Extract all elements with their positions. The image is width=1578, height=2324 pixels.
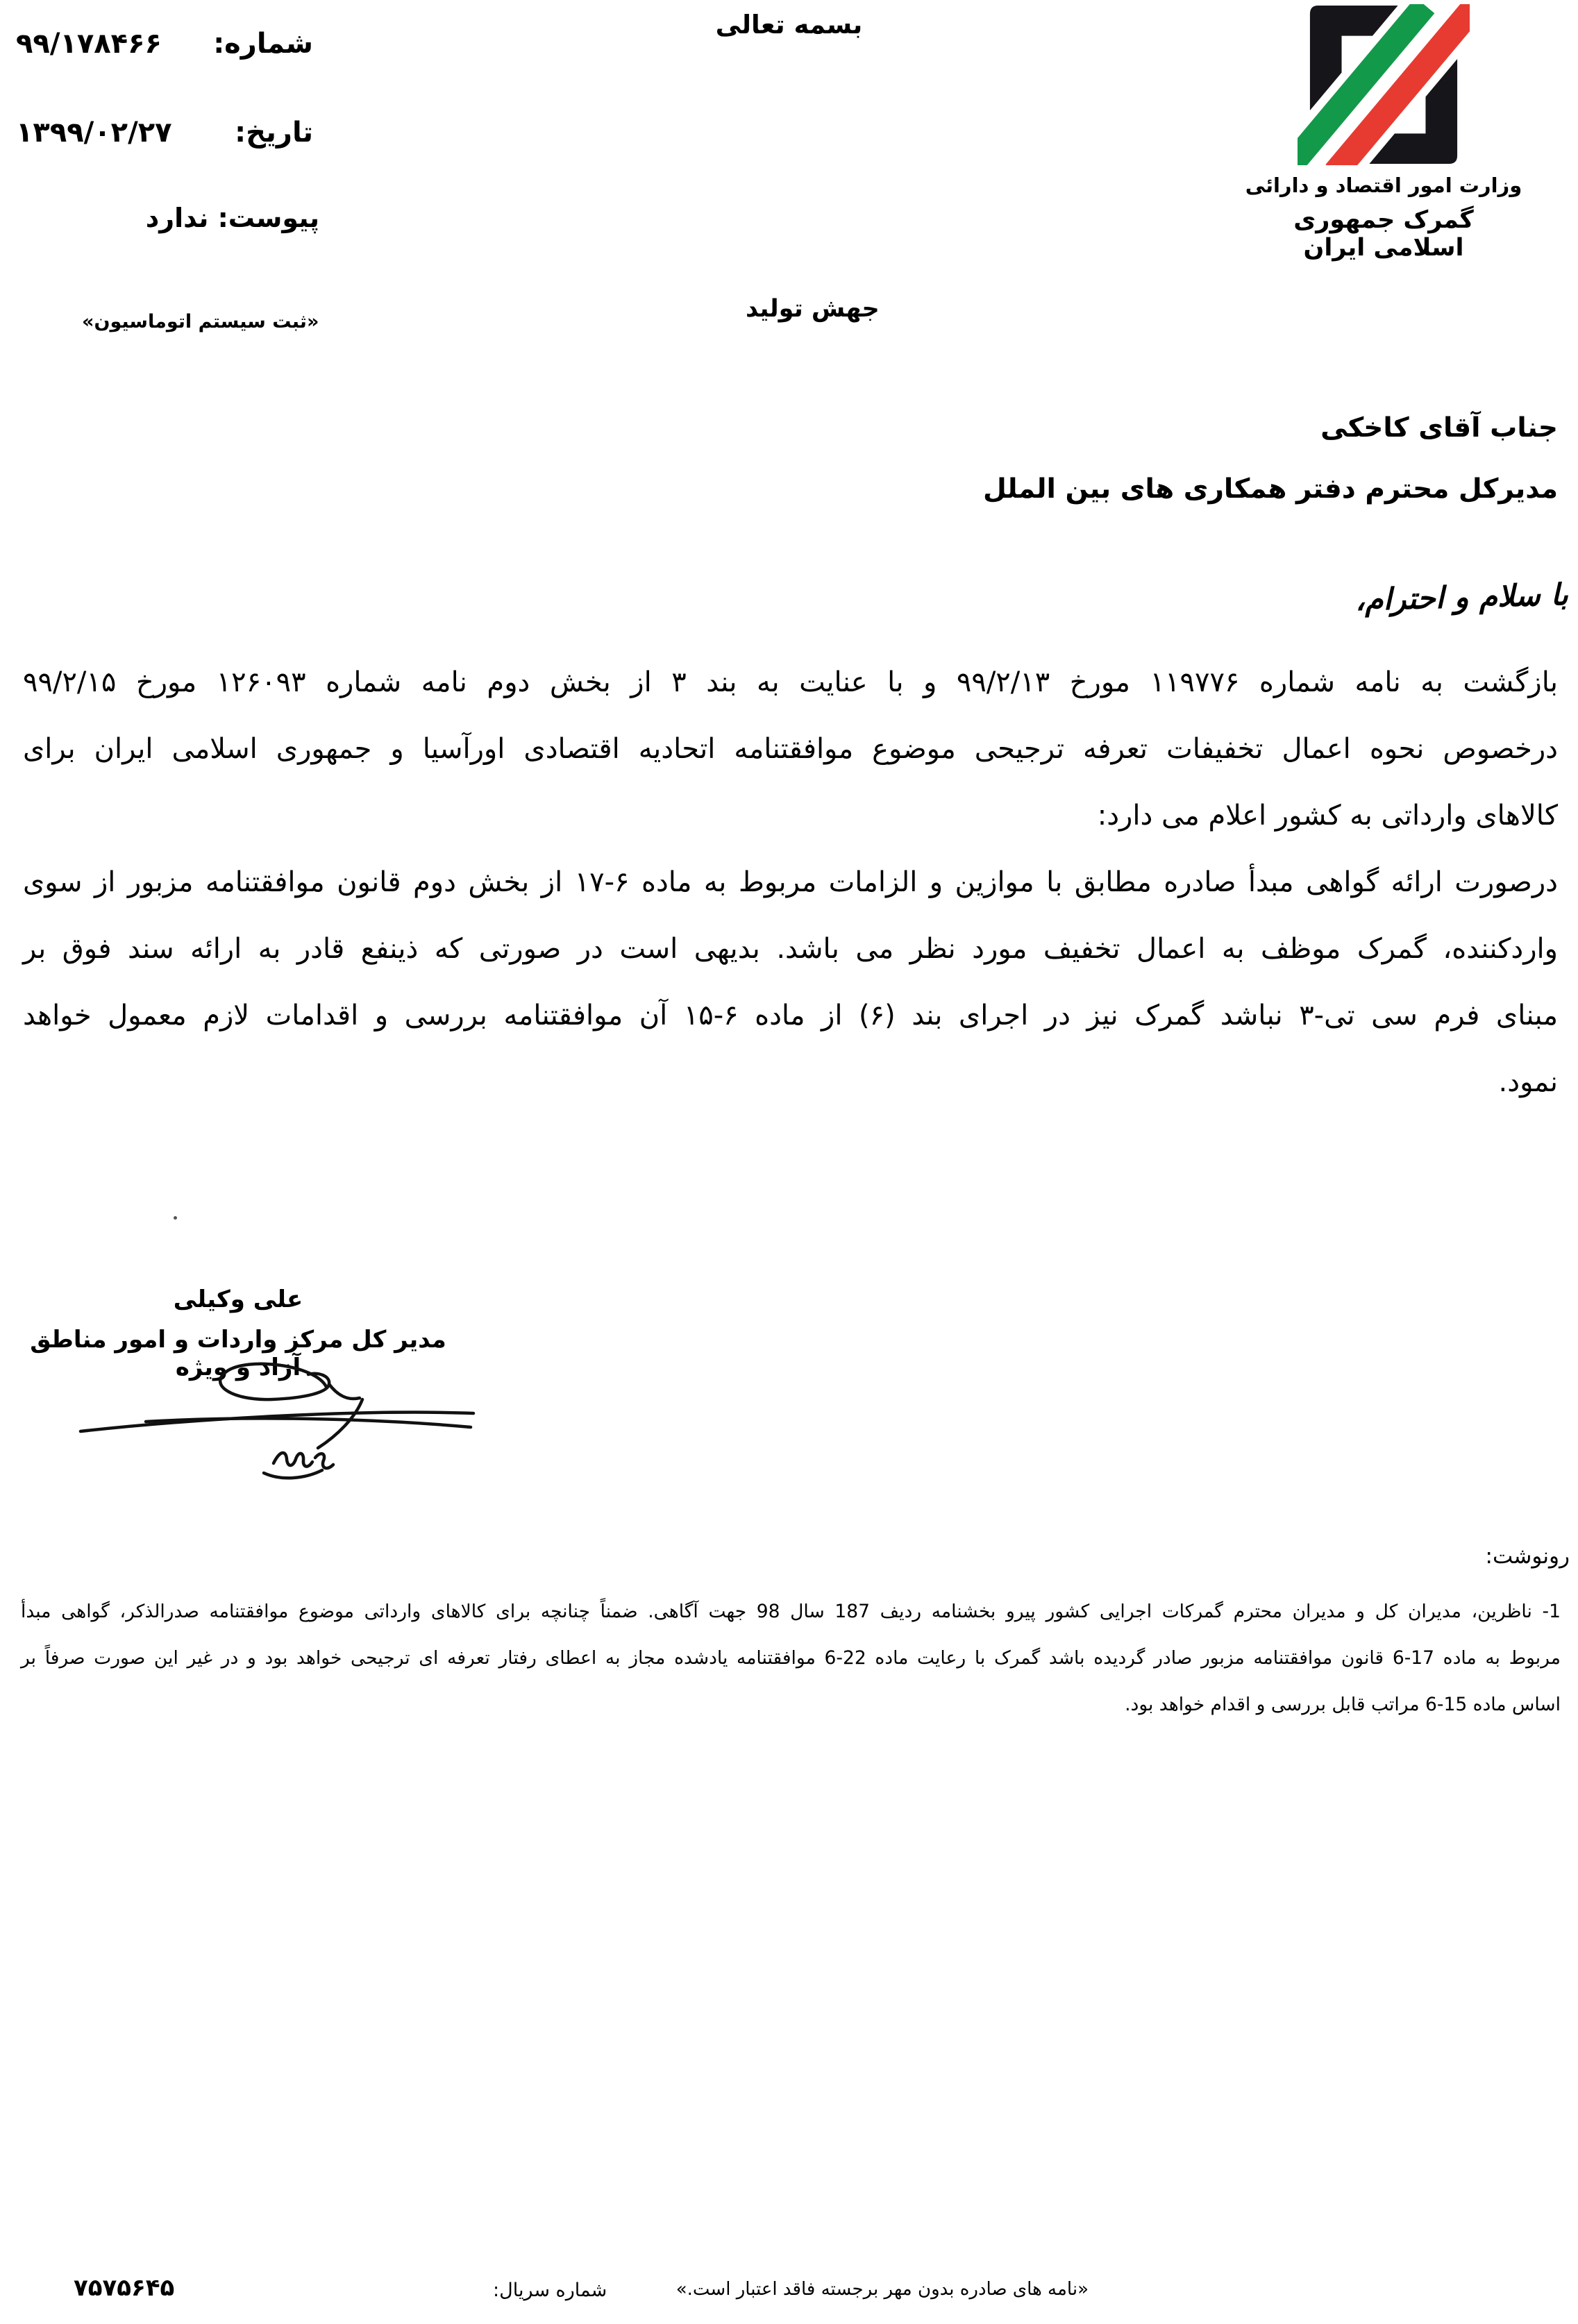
ink-dot [174, 1216, 177, 1220]
letter-body [23, 649, 1558, 1115]
ref-date-label: تاریخ: [235, 117, 313, 149]
ref-date-row [16, 117, 313, 149]
body-line: واردکننده، گمرک موظف به اعمال تخفیف مورد نظر می باشد. بدیهی است در صورتی که ذینفع قادر به ارائه سند فوق بر [23, 933, 1558, 965]
serial-number-label: شماره سریال: [493, 2280, 607, 2301]
cc-line: مربوط به ماده 17-6 قانون موافقتنامه مزبور صادر گردیده باشد گمرک با رعایت ماده 22-6 موافقتنامه یادشده مجاز به اعطای رفتار تعرفه ای ترجیحی خواهد بود و در غیر این صورت صرفاً بر [21, 1647, 1561, 1669]
cc-line: 1- ناظرین، مدیران کل و مدیران محترم گمرکات اجرایی کشور پیرو بخشنامه ردیف 187 سال 98 جهت آگاهی. ضمناً چنانچه برای کالاهای وارداتی موضوع موافقتنامه صدرالذکر، گواهی مبدأ [21, 1601, 1561, 1622]
body-line: مبنای فرم سی تی-۳ نباشد گمرک نیز در اجرای بند (۶) از ماده ۶-۱۵ آن موافقتنامه بررسی و اقدامات لازم معمول خواهد [23, 1000, 1558, 1032]
cc-label: رونوشت: [1485, 1544, 1570, 1569]
organization-name: گمرک جمهوری اسلامی ایران [1293, 206, 1474, 262]
recipient-title: مدیرکل محترم دفتر همکاری های بین الملل [983, 473, 1558, 505]
signer-title: مدیر کل مرکز واردات و امور مناطق آزاد و ویژه [30, 1326, 446, 1381]
salutation: با سلام و احترام، [1354, 577, 1569, 618]
body-line: درخصوص نحوه اعمال تخفیفات تعرفه ترجیحی موضوع موافقتنامه اتحادیه اقتصادی اورآسیا و جمهوری اسلامی ایران برای [23, 733, 1558, 765]
ministry-name: وزارت امور اقتصاد و دارائی [1245, 174, 1522, 197]
cc-notes [21, 1588, 1561, 1728]
bismillah-heading: بسمه تعالی [715, 10, 863, 40]
ref-attachment: پیوست: ندارد [145, 203, 319, 233]
recipient-block [983, 412, 1558, 505]
body-line: نمود. [1498, 1066, 1558, 1098]
body-line: درصورت ارائه گواهی مبدأ صادره مطابق با موازین و الزامات مربوط به ماده ۶-۱۷ از بخش دوم قانون موافقتنامه مزبور از سوی [23, 866, 1558, 898]
footer-disclaimer: «نامه های صادره بدون مهر برجسته فاقد اعتبار است.» [675, 2279, 1089, 2300]
ref-number-label: شماره: [213, 28, 313, 60]
year-slogan: جهش تولید [746, 295, 880, 323]
iran-customs-logo-icon [1298, 4, 1470, 165]
automation-note: «ثبت سیستم اتوماسیون» [82, 311, 319, 332]
serial-number-value: ۷۵۷۵۶۴۵ [74, 2274, 175, 2302]
recipient-name: جناب آقای کاخکی [1320, 412, 1558, 444]
cc-line: اساس ماده 15-6 مراتب قابل بررسی و اقدام خواهد بود. [1125, 1694, 1561, 1715]
ref-number-value: ۹۹/۱۷۸۴۶۶ [16, 28, 162, 60]
signer-name: علی وکیلی [173, 1286, 303, 1313]
letterhead-block [1245, 4, 1522, 262]
handwritten-signature [61, 1354, 481, 1489]
body-line: بازگشت به نامه شماره ۱۱۹۷۷۶ مورخ ۹۹/۲/۱۳ و با عنایت به بند ۳ از بخش دوم نامه شماره ۱۲۶۰۹۳ مورخ ۹۹/۲/۱۵ [23, 666, 1559, 698]
ref-date-value: ۱۳۹۹/۰۲/۲۷ [16, 117, 172, 149]
body-line: کالاهای وارداتی به کشور اعلام می دارد: [1097, 800, 1558, 832]
